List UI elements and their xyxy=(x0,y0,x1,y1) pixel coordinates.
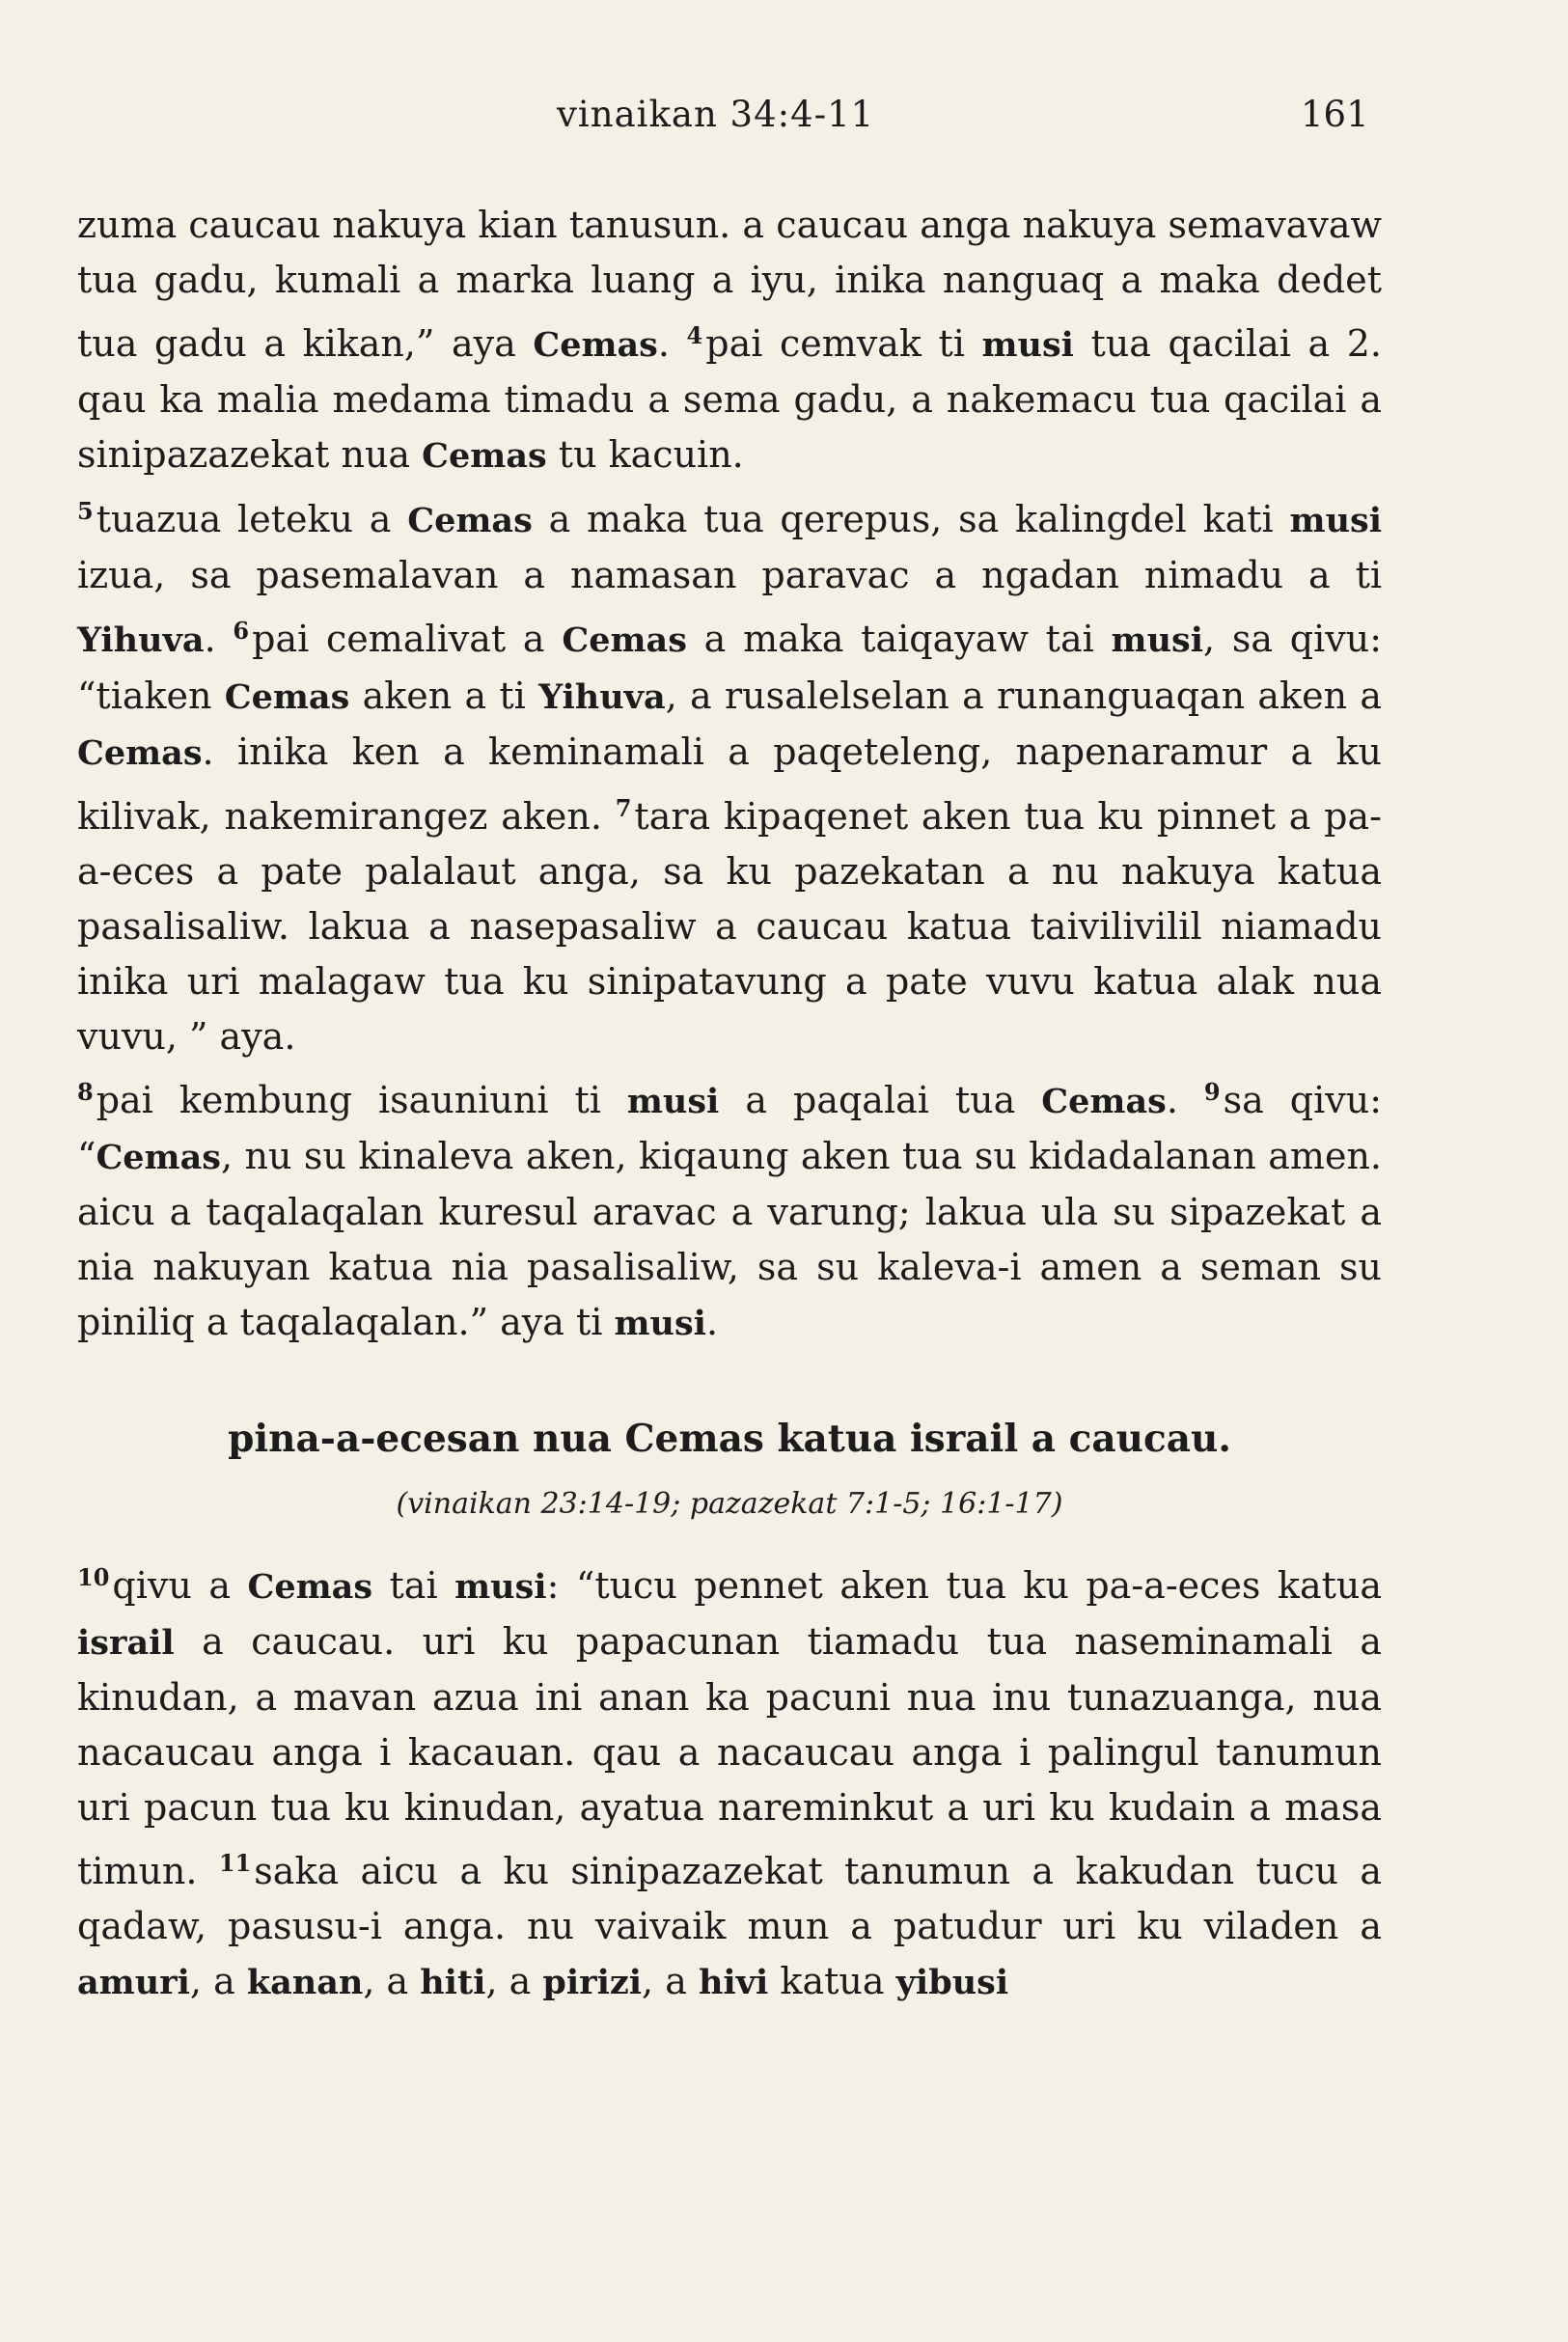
verse-number: 4 xyxy=(686,321,703,349)
bold-term: musi xyxy=(1289,501,1383,541)
paragraph-4 xyxy=(77,1550,1382,2010)
bold-term: musi xyxy=(454,1567,547,1608)
text-run: . xyxy=(705,1300,719,1343)
text-run: pai cemalivat a xyxy=(252,618,563,661)
bold-term: hivi xyxy=(698,1963,769,2003)
text-run: tua qacilai a 2. qau ka malia medama timadu a sema gadu, a nakemacu tua qacilai a sinipazazekat nua xyxy=(77,322,1382,477)
bold-term: kanan xyxy=(246,1963,364,2003)
text-run: : “tucu pennet aken tua ku pa-a-eces katua xyxy=(546,1564,1382,1608)
verse-number: 11 xyxy=(218,1849,252,1878)
text-run: pai kembung isauniuni ti xyxy=(96,1078,627,1121)
bold-term: yibusi xyxy=(895,1963,1009,2003)
running-header xyxy=(0,94,1568,152)
bold-term: israil xyxy=(77,1623,175,1664)
text-run: a paqalai tua xyxy=(719,1078,1042,1121)
bold-term: Cemas xyxy=(1041,1081,1167,1121)
text-run: , a xyxy=(642,1960,699,2003)
bold-term: Yihuva xyxy=(77,620,205,661)
bold-term: Cemas xyxy=(247,1567,373,1608)
text-run: tuazua leteku a xyxy=(96,498,408,541)
text-run: . xyxy=(204,618,234,661)
bold-term: musi xyxy=(626,1081,720,1121)
section-heading: pina-a-ecesan nua Cemas katua israil a caucau. xyxy=(228,1416,1231,1461)
verse-number: 6 xyxy=(233,617,250,646)
bold-term: musi xyxy=(614,1303,706,1343)
page-number: 161 xyxy=(1301,94,1369,135)
text-run: a caucau. uri ku papacunan tiamadu tua naseminamali a kinudan, a mavan azua ini anan ka pacuni nua inu tunazuanga, nua nacaucau anga i kacauan. qau a nacaucau anga i palingul tanumun uri pacun tua ku kinudan, ayatua nareminkut a uri ku kudain a masa timun. xyxy=(77,1620,1382,1893)
bold-term: musi xyxy=(981,325,1074,366)
bold-term: Cemas xyxy=(224,676,350,717)
verse-number: 10 xyxy=(77,1562,110,1591)
header-title: vinaikan 34:4-11 xyxy=(557,94,875,135)
text-run: a maka tua qerepus, sa kalingdel kati xyxy=(532,498,1290,541)
text-run: . xyxy=(657,322,687,366)
text-run: , sa qivu: “tiaken xyxy=(77,618,1382,717)
text-run: pai cemvak ti xyxy=(705,322,982,366)
text-run: , a xyxy=(189,1960,247,2003)
verse-number: 8 xyxy=(77,1077,94,1106)
bold-term: amuri xyxy=(77,1963,190,2003)
text-run: zuma caucau nakuya kian tanusun. a caucau anga nakuya semavavaw tua gadu, kumali a marka luang a iyu, inika nanguaq a maka dedet tua gadu a kikan,” aya xyxy=(77,204,1382,366)
text-run: , nu su kinaleva aken, kiqaung aken tua su kidadalanan amen. aicu a taqalaqalan kuresul aravac a varung; lakua ula su sipazekat a nia nakuyan katua nia pasalisaliw, sa su kaleva-i amen a seman su piniliq a taqalaqalan.” aya ti xyxy=(77,1134,1382,1343)
text-run: , a rusalelselan a runanguaqan aken a xyxy=(665,674,1382,717)
text-run: katua xyxy=(768,1960,896,2003)
verse-number: 5 xyxy=(77,497,94,526)
bold-term: Cemas xyxy=(77,732,203,773)
bold-term: Cemas xyxy=(422,436,547,477)
paragraph-2 xyxy=(77,483,1382,1064)
text-run: qivu a xyxy=(112,1564,248,1608)
text-run: sa qivu: “ xyxy=(77,1078,1382,1177)
text-run: tu kacuin. xyxy=(546,433,744,477)
text-run: a maka taiqayaw tai xyxy=(686,618,1112,661)
bold-term: Yihuva xyxy=(538,676,666,717)
text-run: , a xyxy=(485,1960,543,2003)
text-run: . xyxy=(1166,1078,1204,1121)
verse-number: 7 xyxy=(615,793,632,822)
verse-number: 9 xyxy=(1203,1077,1221,1106)
paragraph-1 xyxy=(77,198,1382,483)
text-run: tara kipaqenet aken tua ku pinnet a pa-a-eces a pate palalaut anga, sa ku pazekatan a nu nakuya katua pasalisaliw. lakua a nasepasaliw a caucau katua taivilivilil niamadu inika uri malagaw tua ku sinipatavung a pate vuvu katua alak nua vuvu, ” aya. xyxy=(77,794,1382,1058)
bold-term: Cemas xyxy=(407,501,533,541)
bold-term: hiti xyxy=(420,1963,486,2003)
bold-term: Cemas xyxy=(96,1137,221,1177)
text-run: tai xyxy=(372,1564,455,1608)
bold-term: musi xyxy=(1111,620,1204,661)
text-run: , a xyxy=(363,1960,421,2003)
section-cross-reference: (vinaikan 23:14-19; pazazekat 7:1-5; 16:1-17) xyxy=(396,1486,1063,1521)
text-run: . inika ken a keminamali a paqeteleng, napenaramur a ku kilivak, nakemirangez aken. xyxy=(77,730,1382,838)
text-run: saka aicu a ku sinipazazekat tanumun a kakudan tucu a qadaw, pasusu-i anga. nu vaivaik mun a patudur uri ku viladen a xyxy=(77,1850,1383,1948)
text-run: aken a ti xyxy=(349,674,539,717)
bold-term: pirizi xyxy=(542,1963,643,2003)
paragraph-3 xyxy=(77,1064,1382,1351)
body-text xyxy=(77,198,1382,2010)
text-run: izua, sa pasemalavan a namasan paravac a ngadan nimadu a ti xyxy=(77,554,1382,597)
bold-term: Cemas xyxy=(562,620,687,661)
bold-term: Cemas xyxy=(533,325,658,366)
